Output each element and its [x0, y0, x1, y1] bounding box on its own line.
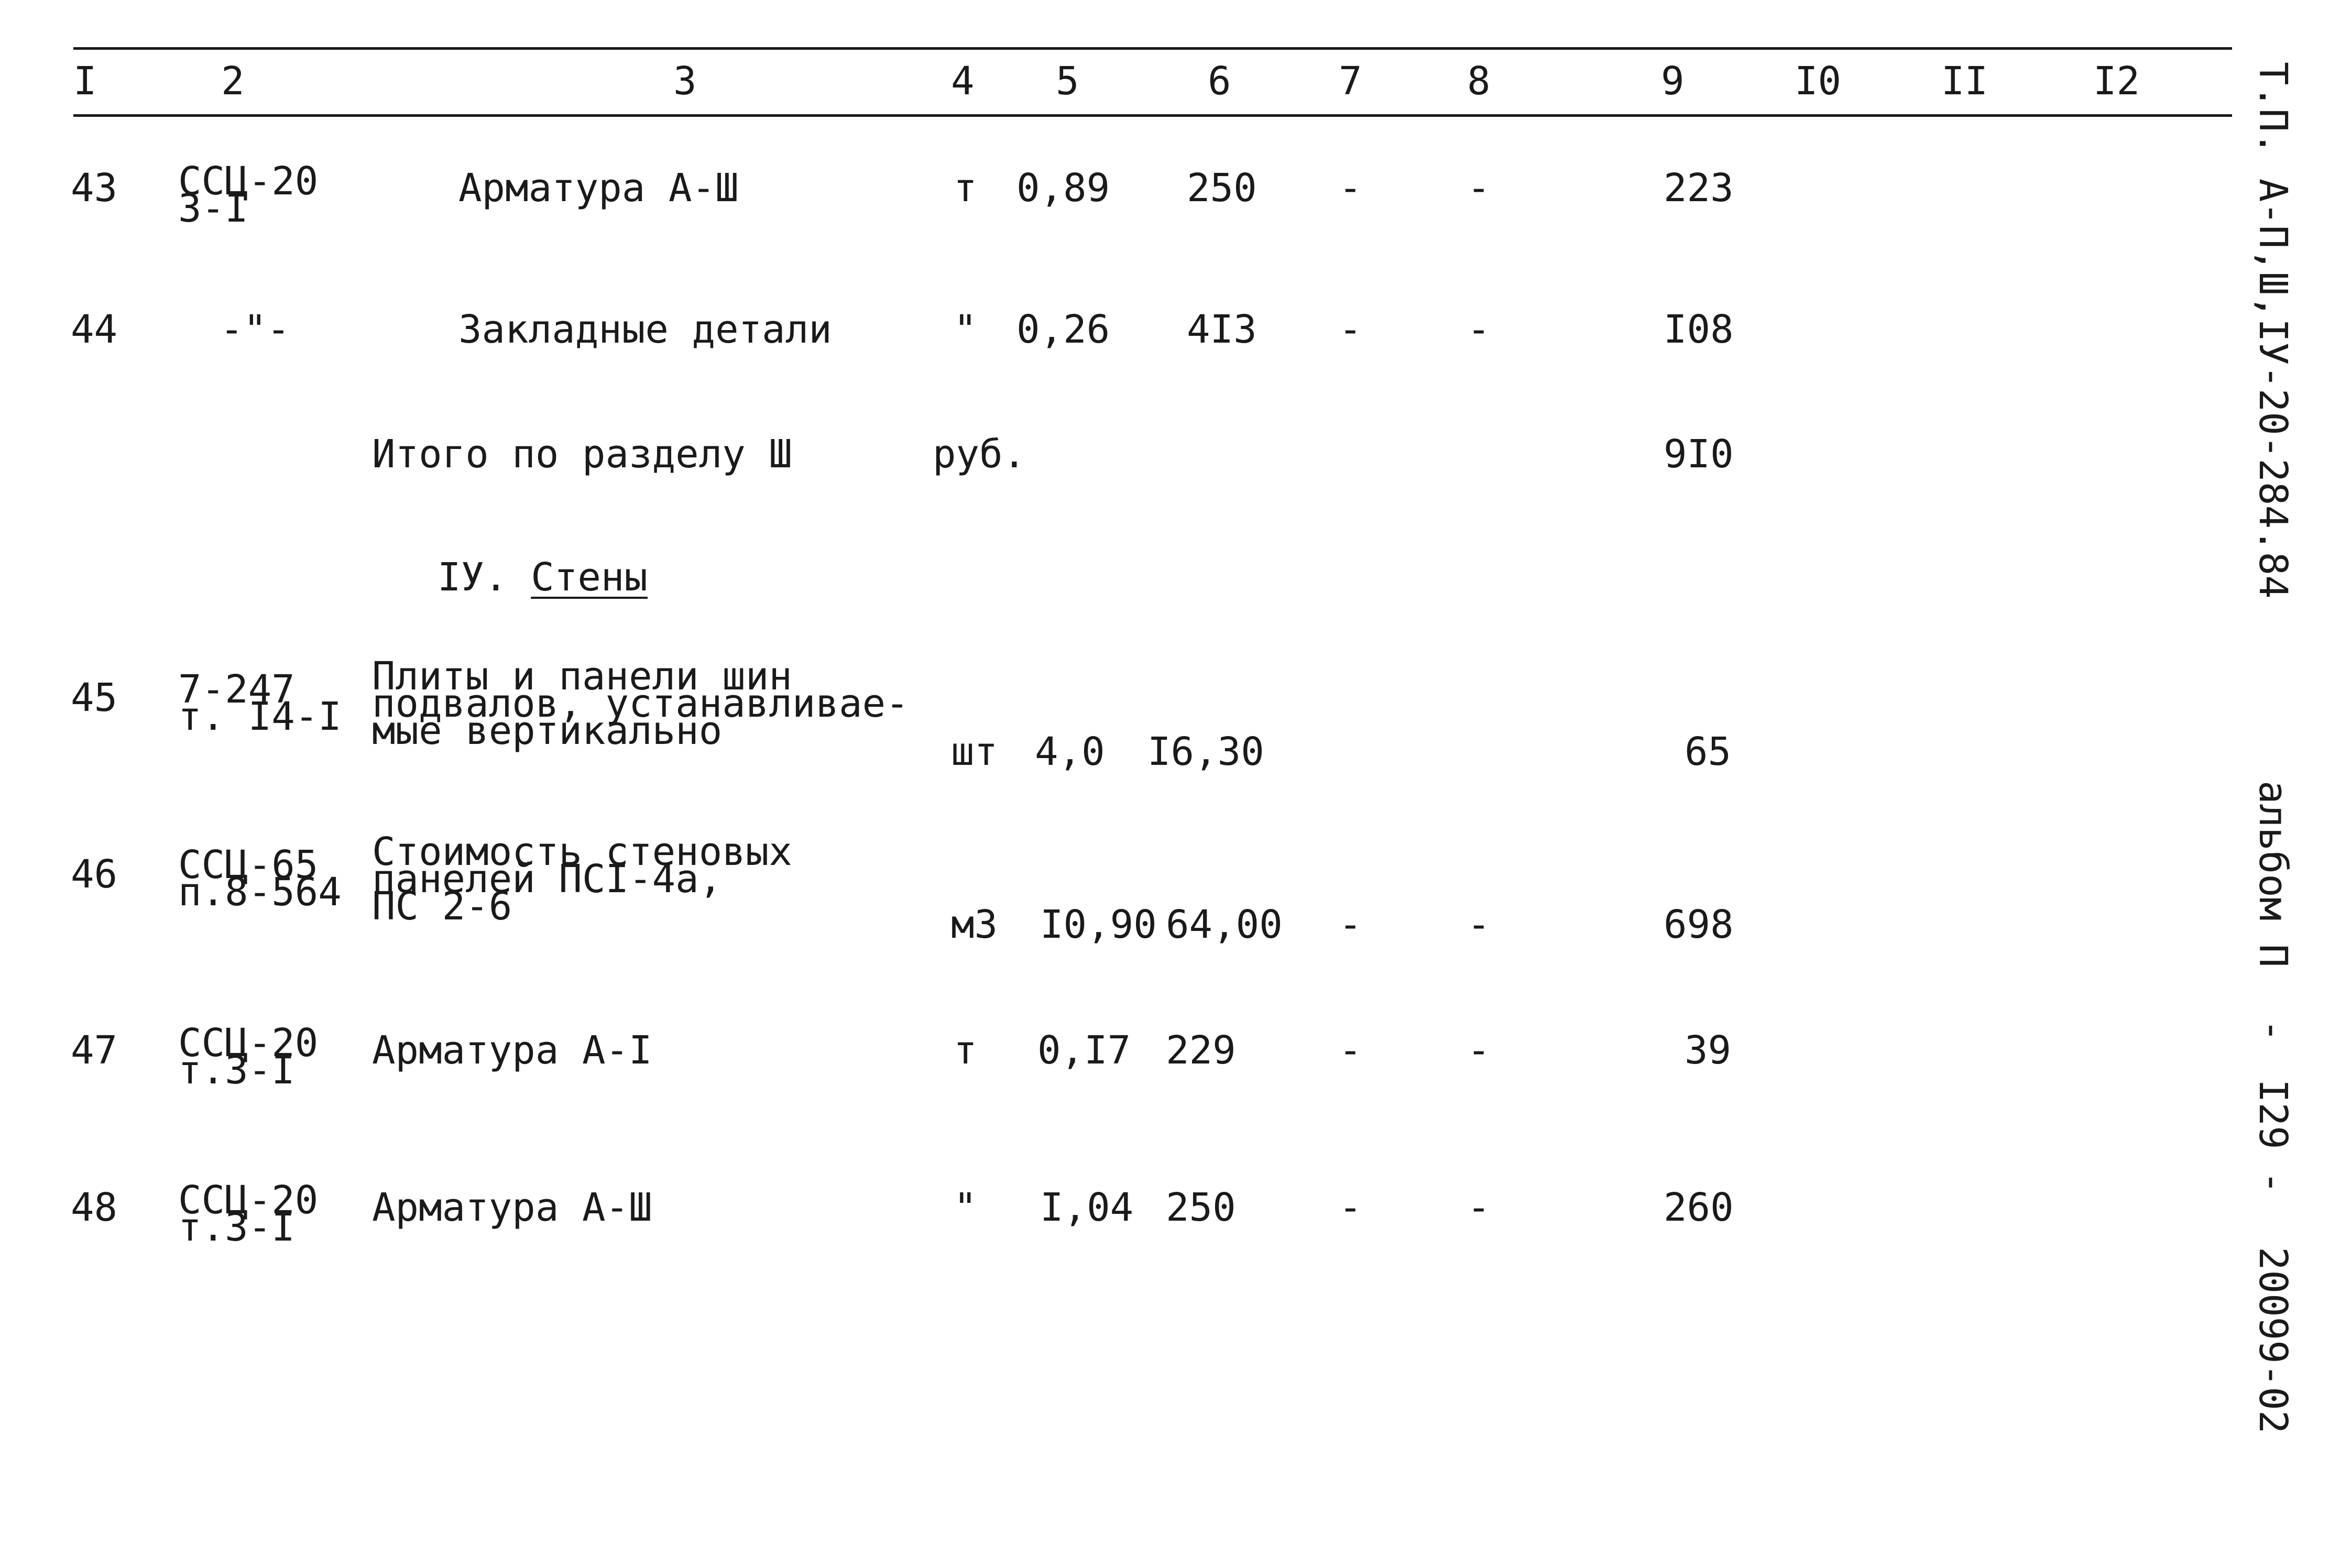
- row-qty: 0,26: [1016, 307, 1110, 352]
- row-price: 250: [1166, 1185, 1236, 1230]
- row-name: Закладные детали: [458, 307, 832, 352]
- row-qty: 4,0: [1035, 729, 1105, 774]
- section-number: IУ.: [438, 555, 508, 600]
- row-unit: м3: [951, 902, 998, 947]
- row-number: 46: [71, 852, 118, 897]
- subtotal-label: Итого по разделу Ш: [372, 432, 792, 477]
- row-number: 45: [71, 675, 118, 720]
- separator-dash: -: [2250, 1019, 2295, 1043]
- album-label: альбом П: [2250, 781, 2295, 968]
- row-code: -"-: [220, 307, 290, 352]
- row-qty: I,04: [1040, 1185, 1134, 1230]
- row-unit: т: [954, 1028, 977, 1073]
- row-code: ССЦ-20 т.3-I: [178, 1178, 319, 1250]
- row-name: Плиты и панели шин подвалов, устанавливае- мые вертикально: [372, 654, 909, 753]
- row-qty: I0,90: [1040, 902, 1157, 947]
- document-code-label: Т.П. А-П,Ш,IУ-20-284.84: [2250, 62, 2295, 599]
- col-header-11: II: [1941, 59, 1988, 104]
- row-code: ССЦ-20 т.3-I: [178, 1021, 319, 1093]
- row-qty: 0,I7: [1037, 1028, 1131, 1073]
- row-number: 47: [71, 1028, 118, 1073]
- row-price: 250: [1187, 166, 1257, 211]
- row-total: 39: [1685, 1028, 1732, 1073]
- row-name: Арматура А-Ш: [458, 166, 739, 211]
- subtotal-unit: руб.: [933, 432, 1026, 477]
- row-qty: 0,89: [1016, 166, 1110, 211]
- col-header-10: I0: [1795, 59, 1842, 104]
- row-number: 48: [71, 1185, 118, 1230]
- row-col7: -: [1339, 166, 1362, 211]
- section-title: Стены: [531, 555, 648, 600]
- header-top-rule: [73, 47, 2232, 50]
- row-price: I6,30: [1147, 729, 1264, 774]
- row-col7: -: [1339, 1185, 1362, 1230]
- col-header-6: 6: [1208, 59, 1231, 104]
- row-total: 65: [1685, 729, 1732, 774]
- col-header-8: 8: [1467, 59, 1491, 104]
- row-unit: ": [954, 1185, 977, 1230]
- row-name: Стоимость стеновых панелей ПСI-4а, ПС 2-6: [372, 829, 792, 929]
- col-header-9: 9: [1661, 59, 1685, 104]
- row-col8: -: [1467, 166, 1491, 211]
- row-total: I08: [1664, 307, 1734, 352]
- col-header-7: 7: [1339, 59, 1362, 104]
- row-col8: -: [1467, 1028, 1491, 1073]
- row-unit: шт: [951, 729, 998, 774]
- row-price: 64,00: [1166, 902, 1283, 947]
- subtotal-total: 9I0: [1664, 432, 1734, 477]
- col-header-1: I: [73, 59, 97, 104]
- row-unit: ": [954, 307, 977, 352]
- row-name: Арматура А-I: [372, 1028, 652, 1073]
- page-number-label: I29: [2250, 1079, 2295, 1149]
- col-header-2: 2: [221, 59, 245, 104]
- row-price: 229: [1166, 1028, 1236, 1073]
- row-total: 260: [1664, 1185, 1734, 1230]
- row-col7: -: [1339, 902, 1362, 947]
- row-name: Арматура А-Ш: [372, 1185, 652, 1230]
- row-total: 223: [1664, 166, 1734, 211]
- separator-dash: -: [2250, 1171, 2295, 1194]
- row-number: 44: [71, 307, 118, 352]
- row-col8: -: [1467, 902, 1491, 947]
- col-header-4: 4: [951, 59, 975, 104]
- row-price: 4I3: [1187, 307, 1257, 352]
- row-total: 698: [1664, 902, 1734, 947]
- col-header-5: 5: [1056, 59, 1079, 104]
- col-header-12: I2: [2093, 59, 2140, 104]
- row-col7: -: [1339, 307, 1362, 352]
- row-code: ССЦ-20 3-I: [178, 159, 319, 231]
- row-unit: т: [954, 166, 977, 211]
- section-heading: [438, 555, 648, 600]
- document-number-label: 20099-02: [2250, 1247, 2295, 1434]
- col-header-3: 3: [673, 59, 697, 104]
- row-col8: -: [1467, 1185, 1491, 1230]
- row-code: ССЦ-65 п.8-564: [178, 842, 342, 915]
- header-bottom-rule: [73, 114, 2232, 117]
- row-col8: -: [1467, 307, 1491, 352]
- row-col7: -: [1339, 1028, 1362, 1073]
- row-code: 7-247 т. I4-I: [178, 667, 342, 739]
- row-number: 43: [71, 166, 118, 211]
